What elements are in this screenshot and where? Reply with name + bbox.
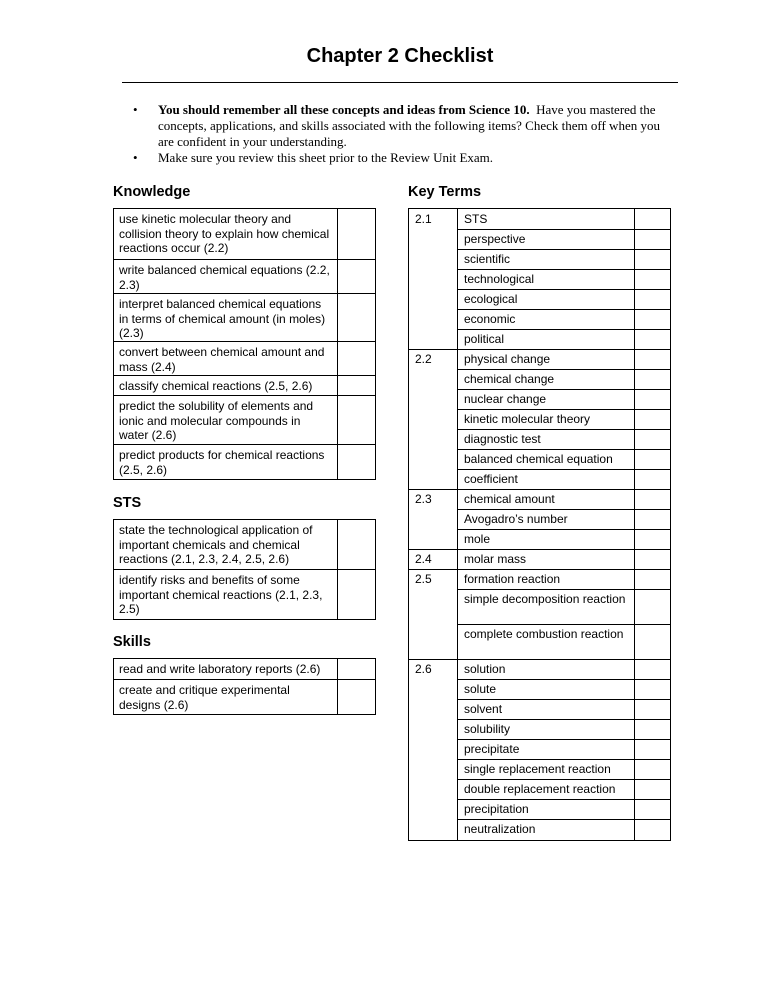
key-term-checkbox[interactable]	[635, 819, 670, 839]
sts-heading: STS	[113, 495, 142, 511]
key-term: single replacement reaction	[464, 762, 611, 776]
key-terms-table	[408, 208, 671, 841]
intro-list	[133, 102, 678, 166]
key-term-checkbox[interactable]	[635, 309, 670, 329]
skills-item-text: create and critique experimental designs (2.6)	[119, 683, 290, 712]
key-term: scientific	[464, 252, 511, 266]
sts-table	[113, 519, 376, 620]
knowledge-checkbox[interactable]	[337, 294, 375, 341]
knowledge-item-text: predict products for chemical reactions (2.5, 2.6)	[119, 448, 325, 477]
knowledge-heading: Knowledge	[113, 184, 191, 200]
key-term-checkbox[interactable]	[635, 349, 670, 369]
skills-row	[114, 679, 375, 714]
key-term: Avogadro’s number	[464, 512, 568, 526]
key-term: precipitation	[464, 802, 529, 816]
knowledge-item-text: convert between chemical amount and mass (2.4)	[119, 345, 325, 374]
knowledge-row	[114, 209, 375, 259]
key-term: technological	[464, 272, 535, 286]
sts-item-text: identify risks and benefits of some important chemical reactions (2.1, 2.3, 2.5)	[119, 573, 323, 616]
key-term: STS	[464, 212, 488, 226]
knowledge-row	[114, 259, 375, 293]
key-term-checkbox[interactable]	[635, 659, 670, 679]
key-term-checkbox[interactable]	[635, 449, 670, 469]
key-term: economic	[464, 312, 516, 326]
knowledge-checkbox[interactable]	[337, 342, 375, 375]
key-terms-section-divider	[409, 349, 670, 350]
knowledge-checkbox[interactable]	[337, 260, 375, 293]
key-term: chemical change	[464, 372, 555, 386]
key-term: chemical amount	[464, 492, 555, 506]
key-term: molar mass	[464, 552, 527, 566]
knowledge-row	[114, 444, 375, 479]
knowledge-item-text: interpret balanced chemical equations in terms of chemical amount (in moles) (2.3)	[119, 297, 326, 340]
intro-bullet-1-bold: You should remember all these concepts and ideas from Science 10.	[158, 102, 530, 117]
sts-item-text: state the technological application of important chemicals and chemical reactions (2.1, 2.3, 2.4, 2.5, 2.6)	[119, 523, 313, 566]
skills-row	[114, 659, 375, 679]
knowledge-row	[114, 293, 375, 341]
key-term-checkbox[interactable]	[635, 529, 670, 549]
key-terms-section-label: 2.5	[415, 572, 432, 586]
key-term: simple decomposition reaction	[464, 592, 626, 606]
sts-checkbox[interactable]	[337, 520, 375, 569]
key-term: diagnostic test	[464, 432, 541, 446]
key-term-checkbox[interactable]	[635, 799, 670, 819]
knowledge-row	[114, 341, 375, 375]
key-term-checkbox[interactable]	[635, 569, 670, 589]
key-terms-section-label: 2.1	[415, 212, 432, 226]
sts-row	[114, 569, 375, 619]
key-terms-section-label: 2.6	[415, 662, 432, 676]
skills-checkbox[interactable]	[337, 680, 375, 714]
key-terms-section-label: 2.3	[415, 492, 432, 506]
key-term-checkbox[interactable]	[635, 369, 670, 389]
key-term-checkbox[interactable]	[635, 624, 670, 659]
key-terms-section-divider	[409, 659, 670, 660]
key-term: kinetic molecular theory	[464, 412, 591, 426]
key-terms-section-divider	[409, 489, 670, 490]
key-term: balanced chemical equation	[464, 452, 613, 466]
knowledge-row	[114, 375, 375, 395]
key-term-checkbox[interactable]	[635, 589, 670, 624]
key-term: formation reaction	[464, 572, 561, 586]
intro-bullet-2: • Make sure you review this sheet prior to the Review Unit Exam.	[133, 150, 678, 166]
title-rule	[122, 82, 678, 83]
key-terms-section-divider	[409, 569, 670, 570]
key-term: coefficient	[464, 472, 518, 486]
key-term: neutralization	[464, 822, 536, 836]
key-term-checkbox[interactable]	[635, 329, 670, 349]
knowledge-checkbox[interactable]	[337, 376, 375, 395]
key-term: solubility	[464, 722, 511, 736]
key-term: solute	[464, 682, 497, 696]
key-term: solution	[464, 662, 506, 676]
knowledge-checkbox[interactable]	[337, 445, 375, 479]
key-term: solvent	[464, 702, 503, 716]
key-terms-column-divider	[457, 209, 458, 840]
key-terms-section-label: 2.4	[415, 552, 432, 566]
knowledge-item-text: write balanced chemical equations (2.2, 2.3)	[119, 263, 330, 292]
key-terms-section-divider	[409, 549, 670, 550]
key-term: nuclear change	[464, 392, 547, 406]
key-term-checkbox[interactable]	[635, 289, 670, 309]
key-term: precipitate	[464, 742, 520, 756]
key-term: complete combustion reaction	[464, 627, 624, 641]
key-term-checkbox[interactable]	[635, 549, 670, 569]
key-term-checkbox[interactable]	[635, 699, 670, 719]
key-term: perspective	[464, 232, 526, 246]
sts-checkbox[interactable]	[337, 570, 375, 619]
knowledge-table	[113, 208, 376, 480]
knowledge-checkbox[interactable]	[337, 209, 375, 259]
key-term-checkbox[interactable]	[635, 389, 670, 409]
key-term-checkbox[interactable]	[635, 719, 670, 739]
skills-item-text: read and write laboratory reports (2.6)	[119, 662, 321, 676]
key-term: political	[464, 332, 505, 346]
key-term-checkbox[interactable]	[635, 489, 670, 509]
key-terms-section-label: 2.2	[415, 352, 432, 366]
key-term-checkbox[interactable]	[635, 409, 670, 429]
skills-table	[113, 658, 376, 715]
key-term-checkbox[interactable]	[635, 429, 670, 449]
key-term-checkbox[interactable]	[635, 739, 670, 759]
key-term-checkbox[interactable]	[635, 269, 670, 289]
sts-row	[114, 520, 375, 569]
knowledge-item-text: predict the solubility of elements and ionic and molecular compounds in water (2.6)	[119, 399, 314, 442]
intro-bullet-1-rest: Have you mastered the concepts, applications, and skills associated with the following items? Check them off when you are confident in your understanding.	[158, 102, 660, 149]
key-term-checkbox[interactable]	[635, 759, 670, 779]
skills-heading: Skills	[113, 634, 151, 650]
key-term-checkbox[interactable]	[635, 679, 670, 699]
key-term-checkbox[interactable]	[635, 229, 670, 249]
key-term-checkbox[interactable]	[635, 209, 670, 229]
knowledge-row	[114, 395, 375, 444]
key-terms-heading: Key Terms	[408, 184, 482, 200]
key-term: mole	[464, 532, 491, 546]
key-term: double replacement reaction	[464, 782, 616, 796]
key-term-checkbox[interactable]	[635, 509, 670, 529]
skills-checkbox[interactable]	[337, 659, 375, 679]
knowledge-checkbox[interactable]	[337, 396, 375, 444]
key-term: ecological	[464, 292, 518, 306]
intro-bullet-1	[133, 102, 678, 150]
key-term-checkbox[interactable]	[635, 469, 670, 489]
key-term-checkbox[interactable]	[635, 779, 670, 799]
knowledge-item-text: classify chemical reactions (2.5, 2.6)	[119, 379, 313, 393]
key-term: physical change	[464, 352, 551, 366]
page-title: Chapter 2 Checklist	[306, 45, 494, 67]
key-term-checkbox[interactable]	[635, 249, 670, 269]
knowledge-item-text: use kinetic molecular theory and collision theory to explain how chemical reactions occur (2.2)	[119, 212, 330, 255]
